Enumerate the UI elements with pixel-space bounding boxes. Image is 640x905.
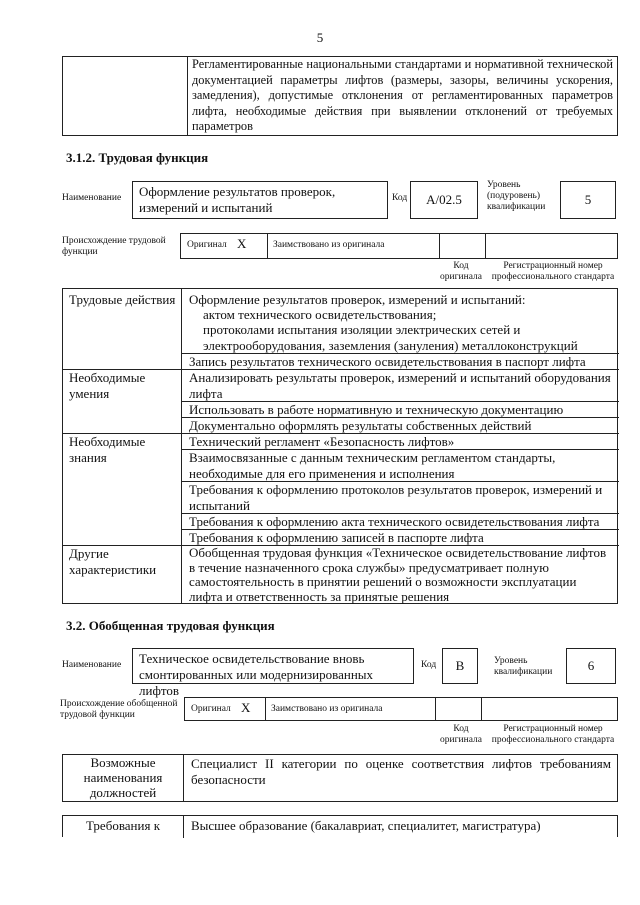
code-value-312: A/02.5 [410,181,478,219]
original-mark-32: X [241,700,251,715]
row-label-knowledge: Необходимые знания [69,434,146,465]
divider [183,755,184,801]
original-label-32: Оригинал [191,704,231,714]
reg-number-label-32: Регистрационный номер профессионального стандарта [491,724,615,745]
continuation-text: Регламентированные национальными стандартами и нормативной технической документацией параметры лифтов (размеры, зазоры, величины ускорения, замедления), допустимые отклонения от регламентированных параметров лифта, необходимые действия при выявлении отклонений от требуемых параметров [188,57,618,136]
original-mark-312: X [237,236,247,251]
knowledge-item: Требования к оформлению протоколов результатов проверок, измерений и испытаний [189,482,603,513]
divider [183,816,184,838]
action-item: актом технического освидетельствования; [203,307,437,322]
origin-label-32: Происхождение обобщенной трудовой функции [60,699,178,720]
row-label-other: Другие характеристики [69,546,157,577]
row-label-actions: Трудовые действия [69,292,176,307]
name-value-32: Техническое освидетельствование вновь смонтированных или модернизированных лифтов [132,648,414,684]
other-item: Обобщенная трудовая функция «Техническое освидетельствование лифтов в течение назначенного срока службы» предусматривает полную самостоятельность в принятии решений о возможности эксплуатации лифта и ответственность за принятые решения [189,545,607,604]
level-value-312: 5 [560,181,616,219]
education-table [62,815,618,837]
main-table [62,288,618,604]
section-heading-312: 3.1.2. Трудовая функция [66,150,209,165]
page-number: 5 [316,30,324,45]
row-label-skills: Необходимые умения [69,370,146,401]
origin-label-312: Происхождение трудовой функции [62,236,166,257]
continuation-empty-cell [63,57,188,136]
education-label: Требования к [85,818,161,833]
knowledge-item: Технический регламент «Безопасность лифтов» [189,434,455,449]
code-original-label-32: Код оригинала [440,724,482,745]
action-item: Запись результатов технического освидетельствования в паспорт лифта [189,354,586,369]
divider [267,234,268,258]
code-label-32: Код [421,660,437,670]
level-value-32: 6 [566,648,616,684]
positions-value: Специалист II категории по оценке соответствия лифтов требованиям безопасности [191,756,611,787]
original-label-312: Оригинал [187,240,227,250]
divider [265,698,266,720]
level-label-32: Уровень квалификации [494,656,553,677]
education-value: Высшее образование (бакалавриат, специалитет, магистратура) [191,818,541,833]
origin-box-312 [180,233,618,259]
divider [439,234,440,258]
divider [481,698,482,720]
knowledge-item: Требования к оформлению записей в паспорте лифта [189,530,484,545]
positions-label: Возможные наименования должностей [83,755,163,800]
name-label-312: Наименование [62,193,122,203]
name-label-32: Наименование [62,660,122,670]
divider [485,234,486,258]
action-item: Оформление результатов проверок, измерений и испытаний: [189,292,526,307]
skill-item: Использовать в работе нормативную и техническую документацию [189,402,564,417]
knowledge-item: Требования к оформлению акта технического освидетельствования лифта [189,514,600,529]
skill-item: Документально оформлять результаты собственных действий [189,418,532,433]
reg-number-label-312: Регистрационный номер профессионального стандарта [491,261,615,282]
code-original-label-312: Код оригинала [440,261,482,282]
name-value-312: Оформление результатов проверок, измерений и испытаний [132,181,388,219]
divider [435,698,436,720]
action-item: протоколами испытания изоляции электрических сетей и электрооборудования, заземления (зануления) металлоконструкций [203,322,578,353]
level-label-312: Уровень (подуровень) квалификации [487,180,546,212]
borrowed-label-32: Заимствовано из оригинала [271,704,383,714]
origin-box-32 [184,697,618,721]
code-label-312: Код [392,193,408,203]
section-heading-32: 3.2. Обобщенная трудовая функция [66,618,275,633]
knowledge-item: Взаимосвязанные с данным техническим регламентом стандарты, необходимые для его применения и исполнения [189,450,556,481]
code-value-32: B [442,648,478,684]
positions-table [62,754,618,802]
borrowed-label-312: Заимствовано из оригинала [273,240,385,250]
divider [181,289,182,603]
continuation-table [62,56,618,136]
skill-item: Анализировать результаты проверок, измерений и испытаний оборудования лифта [189,370,611,401]
